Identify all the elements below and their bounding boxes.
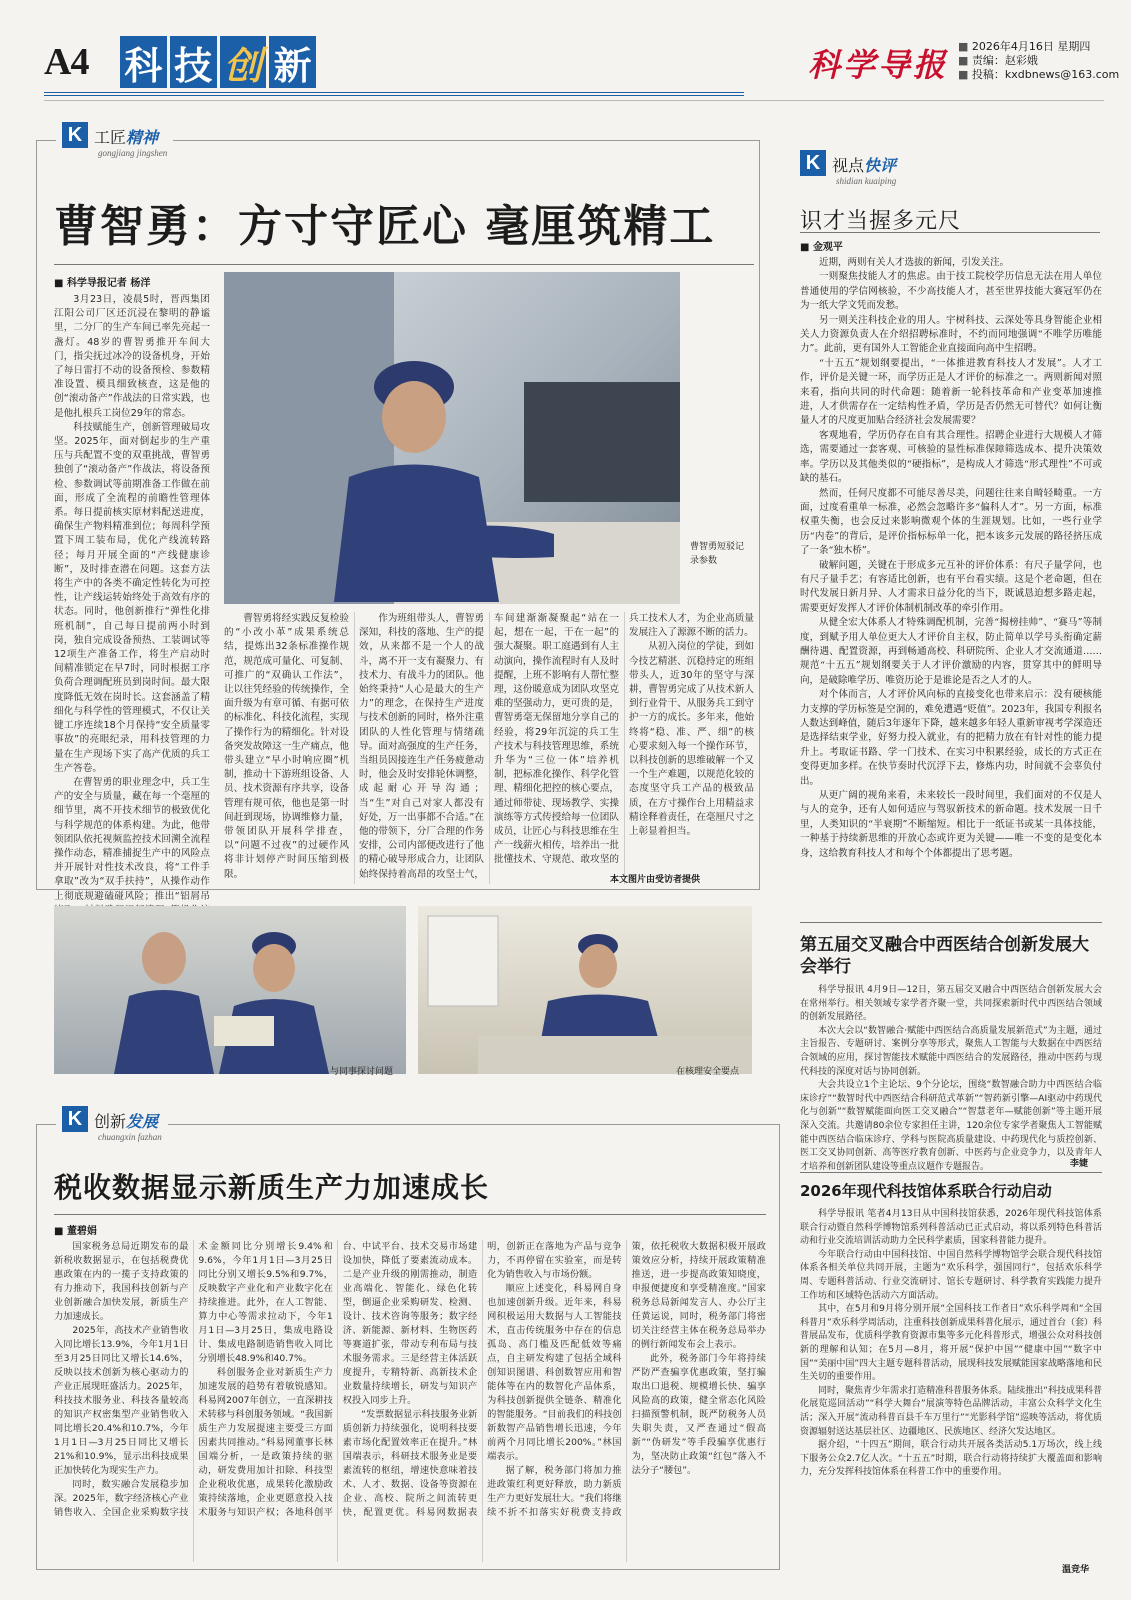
tax-body xyxy=(54,1240,766,1562)
section-title xyxy=(120,36,316,88)
photo-discussion-caption: 与同事探讨问题 xyxy=(330,1067,394,1077)
issue-meta xyxy=(958,40,1119,82)
news2-para: 科学导报讯 笔者4月13日从中国科技馆获悉，2026年现代科技馆体系联合行动暨自然科学博物馆系列科普活动已正式启动，将以系列特色科普活动和行业交流培训活动助力全民科学素质，国家科普能力提升。 xyxy=(800,1209,1102,1247)
masthead-thin-rule xyxy=(44,100,1104,101)
headline-rule xyxy=(54,264,754,265)
worker-photo-illustration xyxy=(224,272,680,604)
feature-col-1 xyxy=(54,293,210,902)
opinion-para: 然而，任何尺度都不可能尽善尽美，问题往往来自畸轻畸重。一方面，过度看重单一标准，必然会忽略许多“偏科人才”。另一方面，标准权重失衡，也会反过来影响微观个体的生涯规划。比如，一些行业学历“内卷”的背后，是评价指标标单一化，把本该多元发展的路径挤压成了一条“独木桥”。 xyxy=(800,487,1102,557)
section-char: 创 xyxy=(220,36,267,88)
tax-para: “发票数据显示科技服务业新质创新力持续强化，说明科技要素市场化配置效率正在提升。”林国端表示，科研技术服务业是要素流转的枢纽，增速快意味着技术、人才、数据、设备等资源在企业、高校、院所之间流转更快，配置更优。科易网数据表明，创新正在落地为产品与竞争力，不再停留在实验室，而是转化为销售收入与市场份额。 xyxy=(342,1241,622,1518)
col-tag-chuangxin xyxy=(56,1106,168,1142)
feature-para: 曹智勇将经实践反复检验的“小改小革”成果系统总结，提炼出32条标准操作规范，规范成可量化、可复制、可推广的“双确认工作法”，让以往凭经验的传统操作，全面升级为有章可循、有据可依的标准化、科技化流程，实现了操作行为的精细化。针对设备突发故障这一生产痛点，他带头建立“早小时响应圈”机制，推动十下游班组设备、人员、技术资源有序共享，设备管理有规可依，他也是第一时间赶到现场，协调维修力量，带领团队开展科学排查，以“问题不过夜”的过硬作风将非计划停产时间压缩到极限。 xyxy=(224,613,349,880)
feature-byline: ■ 科学导报记者 杨洋 xyxy=(54,274,150,289)
tax-byline: ■ 董碧娟 xyxy=(54,1222,97,1237)
news2-author: 温竞华 xyxy=(1062,1565,1090,1575)
news1-end-rule xyxy=(800,1172,1102,1173)
paper-logo: 科学导报 xyxy=(808,46,949,84)
news2-headline: 2026年现代科技馆体系联合行动启动 xyxy=(800,1182,1052,1200)
safety-illustration xyxy=(418,906,752,1074)
tax-para: 据了解，税务部门将加力推进政策红利更好释放，助力新质生产力更好发展壮大。“我们将继续不折不扣落实好税费支持政策，依托税收大数据积极开展政策效应分析，持续开展政策精准推送，进一步提高政策知晓度，申报便捷度和享受精准度。”国家税务总局新闻发言人、办公厅主任黄运说，同时，税务部门将密切关注经营主体在税务总局举办的例行新闻发布会上表示。 xyxy=(487,1241,766,1518)
news1-headline: 第五届交叉融合中西医结合创新发展大会举行 xyxy=(800,935,1089,977)
col-tag-pinyin: shidian kuaiping xyxy=(836,176,897,186)
col-tag-gongjiang xyxy=(56,122,173,158)
col-tag-shidian xyxy=(800,150,896,186)
col-tag-text: 创新发展 xyxy=(94,1112,159,1131)
feature-para: 3月23日，凌晨5时，晋西集团江阳公司厂区还沉浸在黎明的静谧里，二分厂的生产车间已率先亮起一盏灯。48岁的曹智勇推开车间大门，指尖抚过冰冷的设备机身，开始了每日雷打不动的设备预检、参数精准设置、模具细致核查，这是他的创“滚动备产”作战法的日常实践，也是他扎根兵工岗位29年的常态。 xyxy=(54,294,210,419)
opinion-headline: 识才当握多元尺 xyxy=(800,209,962,234)
k-logo-icon: K xyxy=(62,1106,88,1132)
col-tag-text: 工匠精神 xyxy=(94,128,159,147)
col-tag-pinyin: chuangxin fazhan xyxy=(98,1132,162,1142)
opinion-para: “十五五”规划纲要提出，“一体推进教育科技人才发展”。人才工作，评价是关键一环，而学历正是人才评价的标准之一。两则新闻对照来看，指向共同的时代命题：随着新一轮科技革命和产业变革加速推进，人才供需存在一定结构性矛盾，学历是否仍然无可替代？如何让衡量人才的尺度更加贴合经济社会发展需要？ xyxy=(800,357,1102,427)
section-char: 科 xyxy=(120,36,167,88)
tax-para: 同时，数实融合发展稳步加深。2025年，数字经济核心产业销售收入、全国企业采购数字技术金额同比分别增长9.4%和9.6%，今年1月1日—3月25日同比分别又增长9.5%和9.7%，反映数字产业化和产业数字化在持续推进。此外，在人工智能、算力中心等需求拉动下，今年1月1日—3月25日，集成电路设计、集成电路制造销售收入同比分别增长48.9%和40.7%。 xyxy=(54,1241,333,1518)
feature-para: 在曹智勇的职业理念中，兵工生产的安全与质量，藏在每一个毫厘的细节里，离不开技术细节的极致优化与科学规范的体系构建。为此，他带领团队依托视频监控技术回溯全流程操作动态，精准捕捉生产中的风险点并开展针对性技术改良，将“工件手拿取”改为“双手扶持”，从操作动作上彻底规避磕碰风险；推出“铝屑吊 xyxy=(54,776,210,902)
tax-rule xyxy=(54,1214,766,1215)
k-logo-icon: K xyxy=(62,122,88,148)
news1-para: 本次大会以“数智融合·赋能中西医结合高质量发展新范式”为主题，通过主旨报告、专题研讨、案例分享等形式，聚焦人工智能与大数据在中西医结合领域的应用，探讨智能技术赋能中西医结合的发展路径，推动中医药与现代科技的深度对话与协同创新。 xyxy=(800,1025,1102,1077)
tax-para: 国家税务总局近期发布的最新税收数据显示，在包括税费优惠政策在内的一揽子支持政策的有力推动下，我国科技创新与产业创新融合加快发展，新质生产力加速成长。 xyxy=(54,1241,189,1322)
masthead-rule xyxy=(44,92,744,96)
opinion-para: 从健全宏大体系人才特殊调配机制，完善“揭榜挂帅”、“赛马”等制度，到赋予用人单位更大人才评价自主权，防止简单以学号头衔确定薪酬待遇、配置资源，再到畅通高校、科研院所、企业人才交流通道……规范“十五五”规划纲要关于人才评价激励的内容，贯穿其中的鲜明导向，是破除唯学历、唯资历论于是谁论是否之人才的人。 xyxy=(800,617,1102,686)
main-photo xyxy=(224,272,680,604)
opinion-para: 一则聚焦技能人才的焦虑。由于技工院校学历信息无法在用人单位普通使用的学信网核验，不少高技能人才，甚至世界技能大赛冠军仍在为一纸大学文凭而发愁。 xyxy=(800,271,1102,312)
opinion-para: 客观地看，学历仍存在自有其合理性。招聘企业进行大规模人才筛选，需要通过一套客观、可核验的显性标准保障筛选成本、提升决策效率。学历以及其他类似的“硬指标”，是构成人才筛选“形式理性”不可或缺的基石。 xyxy=(800,429,1102,485)
tax-para: 顺应上述变化，科易网自身也加速创新升级。近年来，科易网积极运用大数据与人工智能技术，直击传统服务中存在的信息孤岛、高门槛及匹配低效等痛点，自主研发构建了包括全域科创知识图谱、科创数智应用和智能体等在内的数智化产品体系，为科技创新提供全链条、精准化的智能服务。“目前我们的科技创新数智产品销售增长迅速，今年前两个月同比增长200%。”林国端表示。 xyxy=(487,1283,622,1462)
news2-para: 其中，在5月和9月将分别开展“全国科技工作者日”欢乐科学周和“全国科普月”欢乐科学周活动，注重科技创新成果科普化展示，通过首台（套）科普展品发布，优质科学教育资源市集等多元化科普形式，增强公众对科技创新的理解和认知；在5月—8月，将开展“保护中国”“健康中国”“数字中国”“美丽中国”四大主题专题科普活动，展现科技发展赋能国家战略落地和民生关切的重要作用。 xyxy=(800,1304,1102,1383)
issue-date: ■ 2026年4月16日 星期四 xyxy=(958,40,1119,54)
photo-credit: 本文图片由受访者提供 xyxy=(610,875,701,885)
col-tag-text: 视点快评 xyxy=(832,156,897,175)
section-char: 新 xyxy=(269,36,316,88)
news1-para: 科学导报讯 4月9日—12日，第五届交叉融合中西医结合创新发展大会在常州举行。相关领域专家学者齐聚一堂，共同探索新时代中西医结合领域的创新发展路径。 xyxy=(800,985,1102,1023)
contact-email[interactable]: ■ 投稿：kxdbnews@163.com xyxy=(958,68,1119,82)
news2-para: 今年联合行动由中国科技馆、中国自然科学博物馆学会联合现代科技馆体系各相关单位共同开展，主题为“欢乐科学，强国同行”，包括欢乐科学周、专题科普活动、行业交流研讨、馆长专题研讨、科学教育实践能力提升工作坊和区域特色活动六方面活动。 xyxy=(800,1249,1102,1301)
opinion-rule xyxy=(800,232,1100,233)
news2-para: 同时，聚焦青少年需求打造精准科普服务体系。陆续推出“科技成果科普化展览巡回活动”“科学大舞台”展演等特色品牌活动，丰富公众科学文化生活；深入开展“流动科普百县千车万里行”“光影科学馆”巡映等活动，将优质资源辐射送达基层社区、边疆地区、民族地区、经济欠发达地区。 xyxy=(800,1385,1102,1437)
col-tag-pinyin: gongjiang jingshen xyxy=(98,148,168,158)
news2-body xyxy=(800,1208,1102,1558)
photo-safety xyxy=(418,906,752,1074)
news1-para: 大会共设立1个主论坛、9个分论坛，围绕“数智融合助力中西医结合临床诊疗”“数智时代中西医结合科研范式革新”“智药新引擎—AI驱动中药现代化与创新”“数智赋能面向医工交叉融合”“智慧老年—赋能创新”等主题开展深入交流。共邀请80余位专家担任主讲，120余位专家学者聚焦人工智能赋能中西医结合临床诊疗、学科与医院高质量建设、中药现代化与质控创新、医工交叉协同创新、高等医疗教育创新、中医药与企业竞争力，以及青年人才培养和创新团队建设等重点议题作专题报告。 xyxy=(800,1080,1102,1172)
page-number: A4 xyxy=(44,41,89,83)
feature-headline: 曹智勇：方寸守匠心 毫厘筑精工 xyxy=(54,201,716,252)
news1-author: 李婕 xyxy=(1070,1159,1089,1169)
opinion-end-rule xyxy=(800,922,1102,923)
feature-para: 作为班组带头人，曹智勇深知，科技的落地、生产的提效，从来都不是一个人的战斗，离不开一支有凝聚力、有技术力、有战斗力的团队。他始终秉持“人心是最大的生产力”的理念，在保持生产进度与技术创新的同时，格外注重团队的人性化管理与情绪疏导。面对高强度的生产任务，当组员因接连生产任务疲惫动时，他会及时安排轮休调整，成起耐心开导沟通；当“生”对自己对家人都没有好处，万一出事都不合适。”在他的带领下，分厂合理的作务安排，公司内部便改进行了他的精心破导形成合力，让团队始终保持着高昂的攻坚士气，车间建渐渐凝聚起“站在一起，想在一起，干在一起”的强大凝聚。职工庭遇到有人主动演向，操作流程时有人及时提醒，上班不影响有人帮忙整理，这份暖意成为团队攻坚克难的坚强动力，更可贵的是，曹智勇毫无保留地分享自己的经验，将29年沉淀的兵工生产技术与科技管理思维，系统升华为“三位一体”培养机制，把标准化操作、科学化管理、精细化把控的核心要点，通过师带徒、现场教学、实操演练等方式传授给每一位团队成员，让匠心与科技思维在生产一线薪火相传，培养出一批批懂技术、守规范、敢攻坚的兵工技术人才，为企业高质量发展注入了源源不断的活力。 xyxy=(359,613,754,880)
opinion-body xyxy=(800,256,1102,912)
feature-para: 从初入岗位的学徒，到如今技艺精湛、沉稳持定的班组带头人，近30年的坚守与深耕，曹智勇完成了从技术新人到行业骨干、从服务兵工到守护一方的成长。多年来，他始终将“稳、准、严、细”的核心要求刻入每一个操作环节，以科技创新的思维破解一个又一个生产难题，以规范化较的态度坚守兵工产品的极致品质，在方寸操作台上用精益求精诠释着责任，在毫厘尺寸之上彰显着担当。 xyxy=(629,641,754,838)
tax-para: 科创服务企业对新质生产力加速发展的趋势有着敏锐感知。科易网2007年创立，一直深耕技术转移与科创服务领域。“我国新质生产力发展提速主要受三方面因素共同推动。”科易网董事长林国端分析，一是政策持续的驱动，研发费用加计扣除、科技型企业税收优惠，成果转化激励政策持续落地，企业更愿意投入技术服务与知识产权；各地科创平台、中试平台、技术交易市场建设加快，降低了要素流动成本。二是产业升级的刚需推动，制造业高端化、智能化、绿色化转型，倒逼企业采购研发、检测、设计、技术咨询等服务；数字经济、新能源、新材料、生物医药等赛道扩张，带动专利布局与技术服务需求。三是经营主体活跃度提升，专精特新、高新技术企业数量持续增长，研发与知识产权投入同步上升。 xyxy=(198,1241,478,1518)
discussion-illustration xyxy=(54,906,406,1074)
photo-discussion xyxy=(54,906,406,1074)
opinion-para: 另一则关注科技企业的用人。宇树科技、云深处等具身智能企业相关人力资源负责人在介绍招聘标准时，不约而同地强调“不唯学历唯能力”。此前，更有国外人工智能企业直接面向高中生招聘。 xyxy=(800,314,1102,355)
opinion-byline: ■ 金观平 xyxy=(800,238,843,253)
opinion-para: 从更广阔的视角来看，未来较长一段时间里，我们面对的不仅是人与人的竞争，还有人如何适应与驾驭新技术的新命题。技术发展一日千里，人类知识的“半衰期”不断缩短。相比于一纸证书或某一具体技能，一种基于持续新思维的开放心态或许更为关键——唯一不变的是变化本身，这给教育科技人才和每个个体都提出了思考题。 xyxy=(800,790,1102,859)
opinion-para: 对个体而言，人才评价风向标的直接变化也带来启示：没有硬核能力支撑的学历标签是空洞的，难免遭遇“贬值”。2023年，我国专利报名人数达到峰值，随后3年逐年下降，越来越多年轻人重新审视考学深造还是选择结束学业，好努力投入就业，有的把精力放在有针对性的能力提升上。考取证书路、学一门技术、在实习中积累经验，成长的方式正在变得更加多样。在快节奏时代沉浮下去，修炼内功，时间就不会辜负付出。 xyxy=(800,689,1102,787)
tax-headline: 税收数据显示新质生产力加速成长 xyxy=(54,1171,490,1204)
section-char: 技 xyxy=(170,36,217,88)
feature-para: 科技赋能生产，创新管理破局攻坚。2025年，面对倒起步的生产重压与兵配置不变的双重挑战，曹智勇独创了“滚动备产”作战法，将设备预检、参数调试等前期准备工作做在前面，形成了全流程的前瞻性管理体系。每日提前核实原材料配送进度，确保生产物料精准到位；每周科学预置下周工装布局，优化产线流转路径；每月开展全面的“产线健康诊断”，及时排查潜在问题。这套方法将生产中的各类不确定性转化为可控性，让产线运转始终处于高效有序的状态。同时，他创新推行“弹性化排班机制”，自己每日提前两小时到岗，独自完成设备预热、工装调试等12项生产准备工作，将生产启动时间精准锁定在早7时，同时根据工序负荷合理调配班员到岗时间。最大限度降低无效在岗时长。这套涵盖了精细化与科学性的管理模式，不仅让关键工序连续18个月保持“安全质量零事故”的亮眼纪录，用科技管理的力量在生产现场下实了高产优质的兵工生产答卷。 xyxy=(54,421,210,774)
tax-para: 2025年，高技术产业销售收入同比增长13.9%，今年1月1日至3月25日同比又增长14.6%，反映以技术创新为核心驱动力的产业正展现旺盛活力。2025年，科技技术服务业、科技各量较高的知识产权密集型产业销售收入同比增长20.4%和10.7%，今年1月1日—3月25日同比又增长21%和10.9%，显示出科技成果正加快转化为现实生产力。 xyxy=(54,1325,189,1476)
feature-cols-2-5 xyxy=(224,612,754,884)
main-photo-caption: 曹智勇短驳记录参数 xyxy=(690,542,745,566)
opinion-para: 近期，两则有关人才选拔的新闻，引发关注。 xyxy=(819,257,1010,268)
k-logo-icon: K xyxy=(800,150,826,176)
tax-para: 此外，税务部门今年将持续严防严查骗享优惠政策，坚打骗取出口退税、规模增长快、骗享风险高的政策，健全常态化风险扫描预警机制，既严防税务人员失职失责，又严查通过“假高新”“伪研发”等手段骗享优惠行为，坚决防止政策“红包”落入不法分子“腰包”。 xyxy=(631,1353,766,1476)
opinion-para: 破解问题，关键在于形成多元互补的评价体系：有尺子量学问，也有尺子量手艺；有容适比创新，也有平台看实绩。这是个老命题，但在时代发展日新月异、人才需求日益分化的当下，既诚恳迫想多路走起，需要更好发挥人才评价体制机制改革的牵引作用。 xyxy=(800,559,1102,614)
editor-name: ■ 责编：赵彩娥 xyxy=(958,54,1119,68)
photo-safety-caption: 在核理安全要点 xyxy=(676,1067,740,1077)
news2-para: 据介绍，“十四五”期间，联合行动共开展各类活动5.1万场次，线上线下服务公众2.7亿人次。“十五五”时期，联合行动将持续扩大覆盖面和影响力，充分发挥科技馆体系在科普工作中的重要作用。 xyxy=(800,1440,1102,1478)
